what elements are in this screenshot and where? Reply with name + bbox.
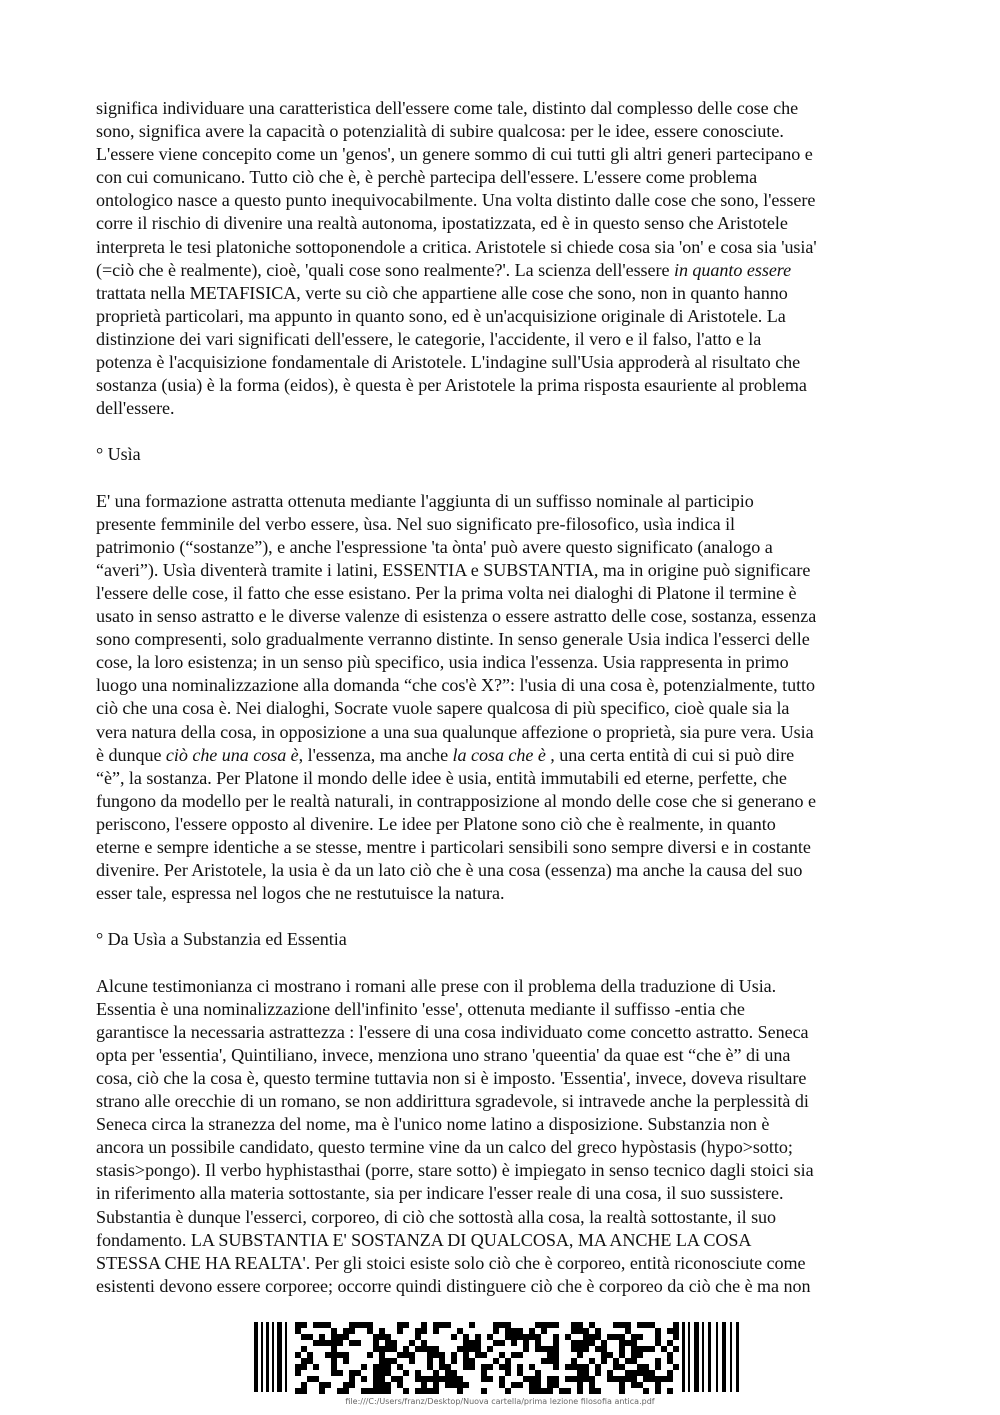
text-line: corre il rischio di divenire una realtà autonoma, ipostatizzata, ed è in questo senso che Aristotele: [96, 213, 788, 234]
text-line: fungono da modello per le realtà naturali, in contrapposizione al mondo delle cose che si generano e: [96, 790, 816, 811]
text-line: fondamento. LA SUBSTANTIA E' SOSTANZA DI QUALCOSA, MA ANCHE LA COSA: [96, 1229, 752, 1250]
text-line: patrimonio (“sostanze”), e anche l'espressione 'ta ònta' può avere questo significato (analogo a: [96, 536, 773, 557]
text-line: Essentia è una nominalizzazione dell'infinito 'esse', ottenuta mediante il suffisso -entia che: [96, 998, 745, 1019]
text-line: vera natura della cosa, in opposizione a una sua qualunque affezione o proprietà, sia pure vera. Usia: [96, 721, 814, 742]
text-line: ancora un possibile candidato, questo termine vine da un calco del greco hypòstasis (hypo>sotto;: [96, 1137, 793, 1158]
text-line: Seneca circa la stranezza del nome, ma è l'unico nome latino a disposizione. Substanzia non è: [96, 1114, 770, 1135]
text-line: “averi”). Usìa diventerà tramite i latini, ESSENTIA e SUBSTANTIA, ma in origine può significare: [96, 559, 811, 580]
footer-file-path: file:///C:/Users/franz/Desktop/Nuova cartella/prima lezione filosofia antica.pdf: [345, 1397, 655, 1406]
text-line: proprietà particolari, ma appunto in quanto sono, ed è un'acquisizione originale di Aristotele. La: [96, 305, 786, 326]
text-line: L'essere viene concepito come un 'genos', un genere sommo di cui tutti gli altri generi partecipano e: [96, 144, 813, 165]
text-line: stasis>pongo). Il verbo hyphistasthai (porre, stare sotto) è impiegato in senso tecnico dagli stoici sia: [96, 1160, 814, 1181]
barcode-icon: [250, 1318, 750, 1396]
paragraph-gap: [96, 951, 908, 974]
text-line: eterne e sempre identiche a se stesse, mentre i particolari sensibili sono sempre diversi e in costante: [96, 837, 811, 857]
text-line: esistenti devono essere corporee; occorre quindi distinguere ciò che è corporeo da ciò che è ma non: [96, 1275, 811, 1296]
text-line: cose, la loro esistenza; in un senso più specifico, usia indica l'essenza. Usia rappresenta in primo: [96, 652, 789, 673]
text-line: garantisce la necessaria astrattezza : l'essere di una cosa individuato come concetto astratto. Seneca: [96, 1021, 809, 1042]
text-line: usato in senso astratto e le diverse valenze di esistenza o essere astratto delle cose, sostanza, essenza: [96, 606, 817, 627]
text-line: periscono, l'essere opposto al divenire. Le idee per Platone sono ciò che è realmente, in quanto: [96, 813, 776, 834]
text-line: in riferimento alla materia sottostante, sia per indicare l'esser reale di una cosa, il suo sussistere.: [96, 1183, 784, 1204]
text-line: STESSA CHE HA REALTA'. Per gli stoici esiste solo ciò che è corporeo, entità riconosciute come: [96, 1252, 806, 1273]
text-line: trattata nella METAFISICA, verte su ciò che appartiene alle cose che sono, non in quanto hanno: [96, 282, 788, 303]
text-line: significa individuare una caratteristica dell'essere come tale, distinto dal complesso delle cose che: [96, 98, 799, 118]
text-line: opta per 'essentia', Quintiliano, invece, menziona uno strano 'queentia' da quae est “che è” di una: [96, 1044, 791, 1065]
paragraph: [96, 97, 908, 420]
text-line: luogo una nominalizzazione alla domanda “che cos'è X?”: l'usia di una cosa è, potenzialmente, tutto: [96, 675, 816, 696]
text-line: cosa, ciò che la cosa è, questo termine tuttavia non si è imposto. 'Essentia', invece, doveva risultare: [96, 1067, 807, 1088]
text-line: esser tale, espressa nel logos che ne restutuisce la natura.: [96, 883, 505, 904]
text-line: sono compresenti, solo gradualmente verranno distinte. In senso generale Usia indica l'esserci delle: [96, 629, 810, 650]
text-line: (=ciò che è realmente), cioè, 'quali cose sono realmente?'. La scienza dell'essere in quanto essere: [96, 259, 792, 280]
paragraph: [96, 490, 908, 906]
page-footer: [250, 1318, 750, 1408]
text-line: Substantia è dunque l'esserci, corporeo, di ciò che sottostà alla cosa, la realtà sottostante, il suo: [96, 1206, 777, 1227]
paragraph: [96, 975, 908, 1298]
text-line: interpreta le tesi platoniche sottoponendole a critica. Aristotele si chiede cosa sia 'on' e cosa sia 'usia': [96, 236, 817, 257]
text-line: presente femminile del verbo essere, ùsa. Nel suo significato pre-filosofico, usìa indica il: [96, 513, 736, 534]
text-line: strano alle orecchie di un romano, se non addirittura sgradevole, si intravede anche la perplessità di: [96, 1091, 809, 1112]
text-line: dell'essere.: [96, 398, 175, 419]
text-line: con cui comunicano. Tutto ciò che è, è perchè partecipa dell'essere. L'essere come problema: [96, 167, 758, 188]
paragraph-gap: [96, 420, 908, 443]
paragraph-gap: [96, 467, 908, 490]
text-line: divenire. Per Aristotele, la usia è da un lato ciò che è una cosa (essenza) ma anche la causa del suo: [96, 860, 803, 881]
section-heading-substanzia: [96, 928, 908, 951]
text-line: potenza è l'acquisizione fondamentale di Aristotele. L'indagine sull'Usia approderà al risultato che: [96, 352, 801, 373]
section-heading-usia: [96, 443, 908, 466]
text-line: ° Da Usìa a Substanzia ed Essentia: [96, 929, 347, 950]
text-line: l'essere delle cose, il fatto che esse esistano. Per la prima volta nei dialoghi di Platone il termine è: [96, 582, 797, 603]
text-line: Alcune testimonianza ci mostrano i romani alle prese con il problema della traduzione di Usia.: [96, 975, 777, 996]
text-line: distinzione dei vari significati dell'essere, le categorie, l'accidente, il vero e il falso, l'atto e la: [96, 328, 762, 349]
text-line: ontologico nasce a questo punto inequivocabilmente. Una volta distinto dalle cose che sono, l'essere: [96, 190, 816, 211]
text-line: ° Usìa: [96, 444, 141, 465]
paragraph-gap: [96, 905, 908, 928]
text-line: E' una formazione astratta ottenuta mediante l'aggiunta di un suffisso nominale al participio: [96, 490, 754, 511]
text-line: ciò che una cosa è. Nei dialoghi, Socrate vuole sapere qualcosa di più specifico, cioè quale sia la: [96, 698, 790, 719]
text-line: sostanza (usia) è la forma (eidos), è questa è per Aristotele la prima risposta esauriente al problema: [96, 375, 807, 396]
text-line: sono, significa avere la capacità o potenzialità di subire qualcosa: per le idee, essere conosciute.: [96, 121, 784, 142]
text-line: “è”, la sostanza. Per Platone il mondo delle idee è usia, entità immutabili ed eterne, perfette, che: [96, 767, 787, 788]
text-line: è dunque ciò che una cosa è, l'essenza, ma anche la cosa che è , una certa entità di cui si può dire: [96, 744, 795, 765]
document-body: [96, 97, 908, 1298]
